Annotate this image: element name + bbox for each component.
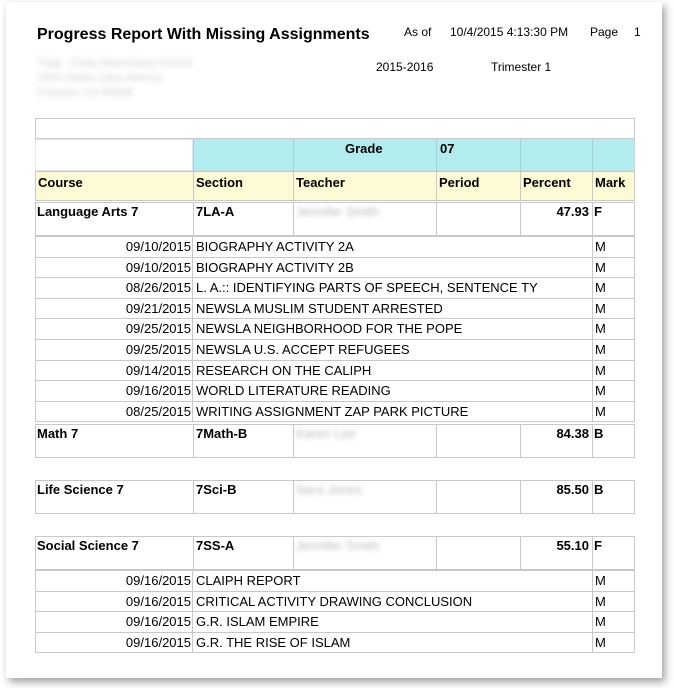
assignment-row-divider [592,632,593,654]
assignment-name: NEWSLA NEIGHBORHOOD FOR THE POPE [196,321,463,337]
column-header-teacher: Teacher [296,175,345,190]
assignment-row-divider [192,611,193,633]
column-header-divider [520,171,521,201]
course-row-divider [592,536,593,570]
assignment-mark: M [595,342,606,357]
assignment-name: G.R. THE RISE OF ISLAM [196,634,351,650]
report-title: Progress Report With Missing Assignments [37,26,370,43]
assignment-row-divider [592,236,593,258]
course-section: 7SS-A [196,538,235,553]
course-row-divider [193,424,194,458]
assignment-date: 09/16/2015 [125,634,191,650]
assignment-date: 09/16/2015 [125,383,191,399]
course-name: Social Science 7 [37,538,139,553]
school-city: Fremont, CA 94538 [37,87,133,99]
assignment-row-divider [592,401,593,423]
assignment-row-divider [192,236,193,258]
course-section: 7Sci-B [196,482,237,497]
assignment-row-divider [192,339,193,361]
course-row-divider [193,480,194,514]
column-header-mark: Mark [595,175,626,190]
course-percent: 55.10 [556,538,589,553]
assignment-name: NEWSLA MUSLIM STUDENT ARRESTED [196,300,443,316]
assignment-mark: M [595,573,606,588]
assignment-date: 09/10/2015 [125,259,191,275]
assignment-mark: M [595,403,606,419]
assignment-name: CLAIPH REPORT [196,573,301,588]
grade-row-divider [592,139,593,171]
course-row-divider [293,480,294,514]
assignment-mark: M [595,239,606,254]
column-header-divider [193,171,194,201]
assignment-name: L. A.:: IDENTIFYING PARTS OF SPEECH, SENTENCE TY [196,280,538,296]
as-of-datetime: 10/4/2015 4:13:30 PM [450,25,569,39]
page-number: 1 [634,25,641,39]
course-teacher: Jennifer Smith [296,538,380,553]
course-section: 7LA-A [196,204,235,219]
course-row-divider [592,480,593,514]
grade-row-divider [436,139,437,171]
course-row-divider [293,202,294,236]
assignment-date: 08/26/2015 [125,280,191,296]
assignment-row-divider [192,380,193,402]
assignment-row-divider [192,401,193,423]
column-header-percent: Percent [523,175,571,190]
course-row-divider [436,424,437,458]
assignment-date: 09/25/2015 [125,321,191,337]
course-section: 7Math-B [196,426,248,441]
assignment-row-divider [192,360,193,382]
assignment-name: G.R. ISLAM EMPIRE [196,614,319,630]
school-name: Tripp - Cirby Elementary School [37,57,193,69]
course-teacher: Jennifer Smith [296,204,380,219]
grade-label: Grade [345,141,383,156]
assignment-row-divider [192,298,193,320]
assignment-row-divider [592,611,593,633]
assignment-date: 09/16/2015 [125,573,191,588]
grade-value: 07 [440,141,455,156]
assignment-row-divider [192,591,193,613]
assignment-row-divider [592,591,593,613]
assignment-row-divider [592,298,593,320]
assignment-row-divider [592,277,593,299]
assignment-row-divider [192,318,193,340]
assignment-mark: M [595,634,606,650]
grade-row-divider [520,139,521,171]
assignment-mark: M [595,321,606,337]
assignment-mark: M [595,300,606,316]
column-header-divider [592,171,593,201]
course-row-divider [436,202,437,236]
assignment-row-divider [192,632,193,654]
assignment-date: 09/14/2015 [125,362,191,378]
assignment-name: NEWSLA U.S. ACCEPT REFUGEES [196,342,410,357]
column-header-period: Period [439,175,480,190]
assignment-mark: M [595,362,606,378]
course-mark: B [594,482,604,497]
assignment-mark: M [595,280,606,296]
course-name: Language Arts 7 [37,204,139,219]
assignment-row-divider [592,380,593,402]
course-percent: 84.38 [556,426,589,441]
course-name: Math 7 [37,426,79,441]
assignment-name: WORLD LITERATURE READING [196,383,391,399]
school-address: 1000 Santa Clara Avenue [37,72,163,84]
term: Trimester 1 [491,60,552,74]
assignment-date: 09/16/2015 [125,593,191,609]
assignment-date: 08/25/2015 [125,403,191,419]
as-of-label: As of [404,25,432,39]
page-label: Page [590,25,619,39]
course-row-divider [436,536,437,570]
column-header-divider [436,171,437,201]
assignment-row-divider [592,570,593,592]
table-top-band [35,118,635,139]
assignment-mark: M [595,614,606,630]
column-header-section: Section [196,175,243,190]
assignment-row-divider [592,339,593,361]
course-row-divider [193,536,194,570]
assignment-row-divider [192,257,193,279]
assignment-row-divider [592,360,593,382]
assignment-row-divider [592,318,593,340]
course-row-divider [293,424,294,458]
assignment-row-divider [592,257,593,279]
grade-row-divider [193,139,194,171]
course-percent: 85.50 [556,482,589,497]
school-year: 2015-2016 [376,60,434,74]
assignment-row-divider [192,277,193,299]
assignment-row-divider [192,570,193,592]
course-row-divider [193,202,194,236]
course-row-divider [436,480,437,514]
course-name: Life Science 7 [37,482,124,497]
grade-row-divider [293,139,294,171]
column-header-divider [293,171,294,201]
course-row-divider [592,202,593,236]
assignment-date: 09/16/2015 [125,614,191,630]
assignment-mark: M [595,593,606,609]
student-name-redacted [35,139,193,171]
assignment-name: CRITICAL ACTIVITY DRAWING CONCLUSION [196,593,473,609]
course-mark: F [594,538,602,553]
course-teacher: Karen Lee [296,426,356,441]
assignment-mark: M [595,383,606,399]
course-mark: F [594,204,602,219]
assignment-name: BIOGRAPHY ACTIVITY 2A [196,239,354,254]
assignment-name: BIOGRAPHY ACTIVITY 2B [196,259,354,275]
assignment-name: RESEARCH ON THE CALIPH [196,362,372,378]
assignment-date: 09/10/2015 [125,239,191,254]
course-row-divider [293,536,294,570]
course-mark: B [594,426,604,441]
assignment-mark: M [595,259,606,275]
assignment-date: 09/25/2015 [125,342,191,357]
course-teacher: Sara Jones [296,482,362,497]
assignment-date: 09/21/2015 [125,300,191,316]
assignment-name: WRITING ASSIGNMENT ZAP PARK PICTURE [196,403,469,419]
course-row-divider [592,424,593,458]
course-percent: 47.93 [556,204,589,219]
column-header-course: Course [38,175,83,190]
